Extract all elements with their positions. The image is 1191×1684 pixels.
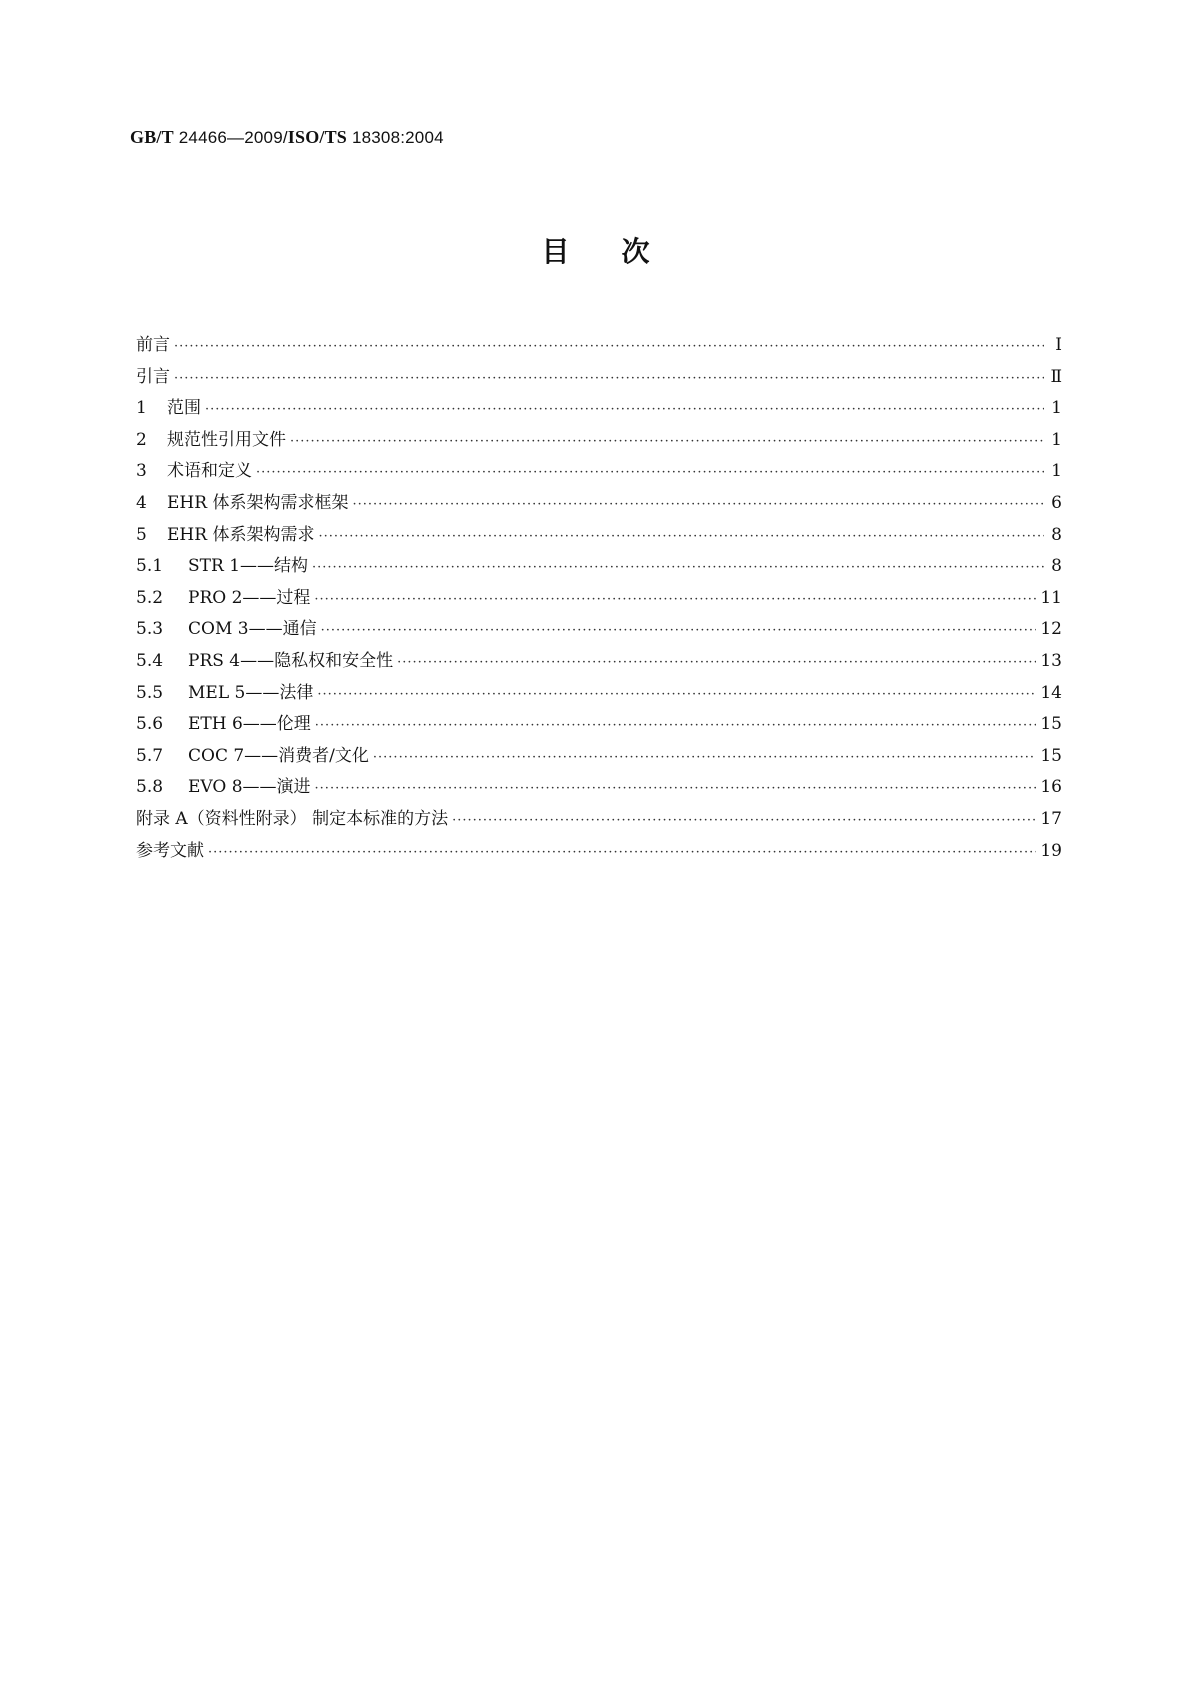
toc-entry-page: 15 — [1040, 714, 1062, 735]
dot-leader — [205, 402, 1044, 417]
page-title — [0, 230, 1191, 270]
toc-entry-page: 8 — [1051, 524, 1062, 545]
dot-leader — [452, 813, 1036, 828]
toc-entry[interactable] — [136, 488, 1062, 520]
toc-entry[interactable] — [136, 330, 1062, 362]
toc-entry-label: 术语和定义 — [167, 461, 252, 482]
dot-leader — [321, 623, 1037, 638]
toc-entry-number: 5.5 — [136, 682, 164, 703]
dot-leader — [256, 465, 1044, 480]
table-of-contents — [136, 330, 1062, 867]
toc-entry-label: EHR 体系架构需求框架 — [167, 492, 349, 513]
dot-leader — [312, 560, 1044, 575]
toc-entry-label: 引言 — [136, 366, 170, 387]
toc-entry-page: 17 — [1040, 808, 1062, 829]
toc-entry-label: EHR 体系架构需求 — [167, 524, 315, 545]
toc-entry-page: Ⅱ — [1050, 366, 1062, 387]
toc-entry-number: 5.6 — [136, 714, 164, 735]
toc-entry[interactable] — [136, 646, 1062, 678]
toc-entry[interactable] — [136, 709, 1062, 741]
toc-entry-number: 1 — [136, 398, 147, 419]
dot-leader — [318, 529, 1044, 544]
dot-leader — [317, 687, 1036, 702]
toc-entry-page: Ⅰ — [1055, 335, 1062, 355]
dot-leader — [290, 434, 1044, 449]
toc-entry-page: 13 — [1040, 650, 1062, 671]
toc-entry[interactable] — [136, 456, 1062, 488]
toc-entry-page: 15 — [1040, 745, 1062, 766]
toc-entry-page: 16 — [1040, 777, 1062, 798]
toc-entry-label: ETH 6——伦理 — [188, 714, 311, 735]
toc-entry-number: 5.4 — [136, 650, 164, 671]
toc-entry[interactable] — [136, 583, 1062, 615]
toc-entry-label: 范围 — [167, 398, 201, 419]
toc-entry-label: COC 7——消费者/文化 — [188, 745, 369, 766]
document-code-header — [130, 127, 444, 148]
toc-entry[interactable] — [136, 520, 1062, 552]
toc-entry[interactable] — [136, 772, 1062, 804]
toc-entry[interactable] — [136, 836, 1062, 868]
dot-leader — [174, 371, 1044, 386]
toc-entry-number: 2 — [136, 429, 147, 450]
toc-entry-number: 5.2 — [136, 587, 164, 608]
toc-entry[interactable] — [136, 551, 1062, 583]
toc-entry-page: 14 — [1040, 682, 1062, 703]
toc-entry-page: 19 — [1040, 840, 1062, 861]
title-char: 目 — [541, 235, 570, 268]
toc-entry-label: COM 3——通信 — [188, 619, 317, 640]
toc-entry-label: 前言 — [136, 335, 170, 355]
toc-entry-label: 规范性引用文件 — [167, 429, 286, 450]
title-char: 次 — [621, 235, 650, 268]
toc-entry-number: 5.7 — [136, 745, 164, 766]
toc-entry[interactable] — [136, 804, 1062, 836]
dot-leader — [315, 781, 1037, 796]
toc-entry-number: 5 — [136, 524, 147, 545]
toc-entry-label: PRO 2——过程 — [188, 587, 311, 608]
toc-entry-page: 6 — [1051, 492, 1062, 513]
toc-entry-page: 8 — [1051, 556, 1062, 577]
header-code-part: GB/T — [130, 127, 174, 147]
dot-leader — [352, 497, 1044, 512]
toc-entry-label: STR 1——结构 — [188, 556, 309, 577]
dot-leader — [208, 845, 1036, 860]
toc-entry-number: 5.8 — [136, 777, 164, 798]
toc-entry[interactable] — [136, 741, 1062, 773]
toc-entry[interactable] — [136, 362, 1062, 394]
dot-leader — [373, 750, 1036, 765]
toc-entry-label: MEL 5——法律 — [188, 682, 314, 703]
dot-leader — [174, 339, 1044, 354]
toc-entry[interactable] — [136, 425, 1062, 457]
toc-entry[interactable] — [136, 393, 1062, 425]
toc-entry-label: 参考文献 — [136, 840, 204, 861]
header-code-part: ISO/TS — [287, 127, 348, 147]
toc-entry-label: PRS 4——隐私权和安全性 — [188, 650, 394, 671]
toc-entry-number: 5.3 — [136, 619, 164, 640]
toc-entry-page: 1 — [1051, 429, 1062, 450]
dot-leader — [314, 592, 1036, 607]
header-code-part: 18308:2004 — [351, 128, 444, 147]
toc-entry[interactable] — [136, 614, 1062, 646]
toc-entry-number: 4 — [136, 492, 147, 513]
dot-leader — [315, 718, 1037, 733]
header-code-part: 24466—2009/ — [178, 128, 288, 147]
toc-entry-page: 11 — [1040, 587, 1062, 608]
toc-entry-label: 附录 A（资料性附录） 制定本标准的方法 — [136, 808, 449, 829]
dot-leader — [397, 655, 1036, 670]
toc-entry-number: 5.1 — [136, 556, 164, 577]
toc-entry-page: 12 — [1040, 619, 1062, 640]
toc-entry-page: 1 — [1051, 398, 1062, 419]
toc-entry[interactable] — [136, 678, 1062, 710]
toc-entry-number: 3 — [136, 461, 147, 482]
toc-entry-page: 1 — [1051, 461, 1062, 482]
toc-entry-label: EVO 8——演进 — [188, 777, 311, 798]
